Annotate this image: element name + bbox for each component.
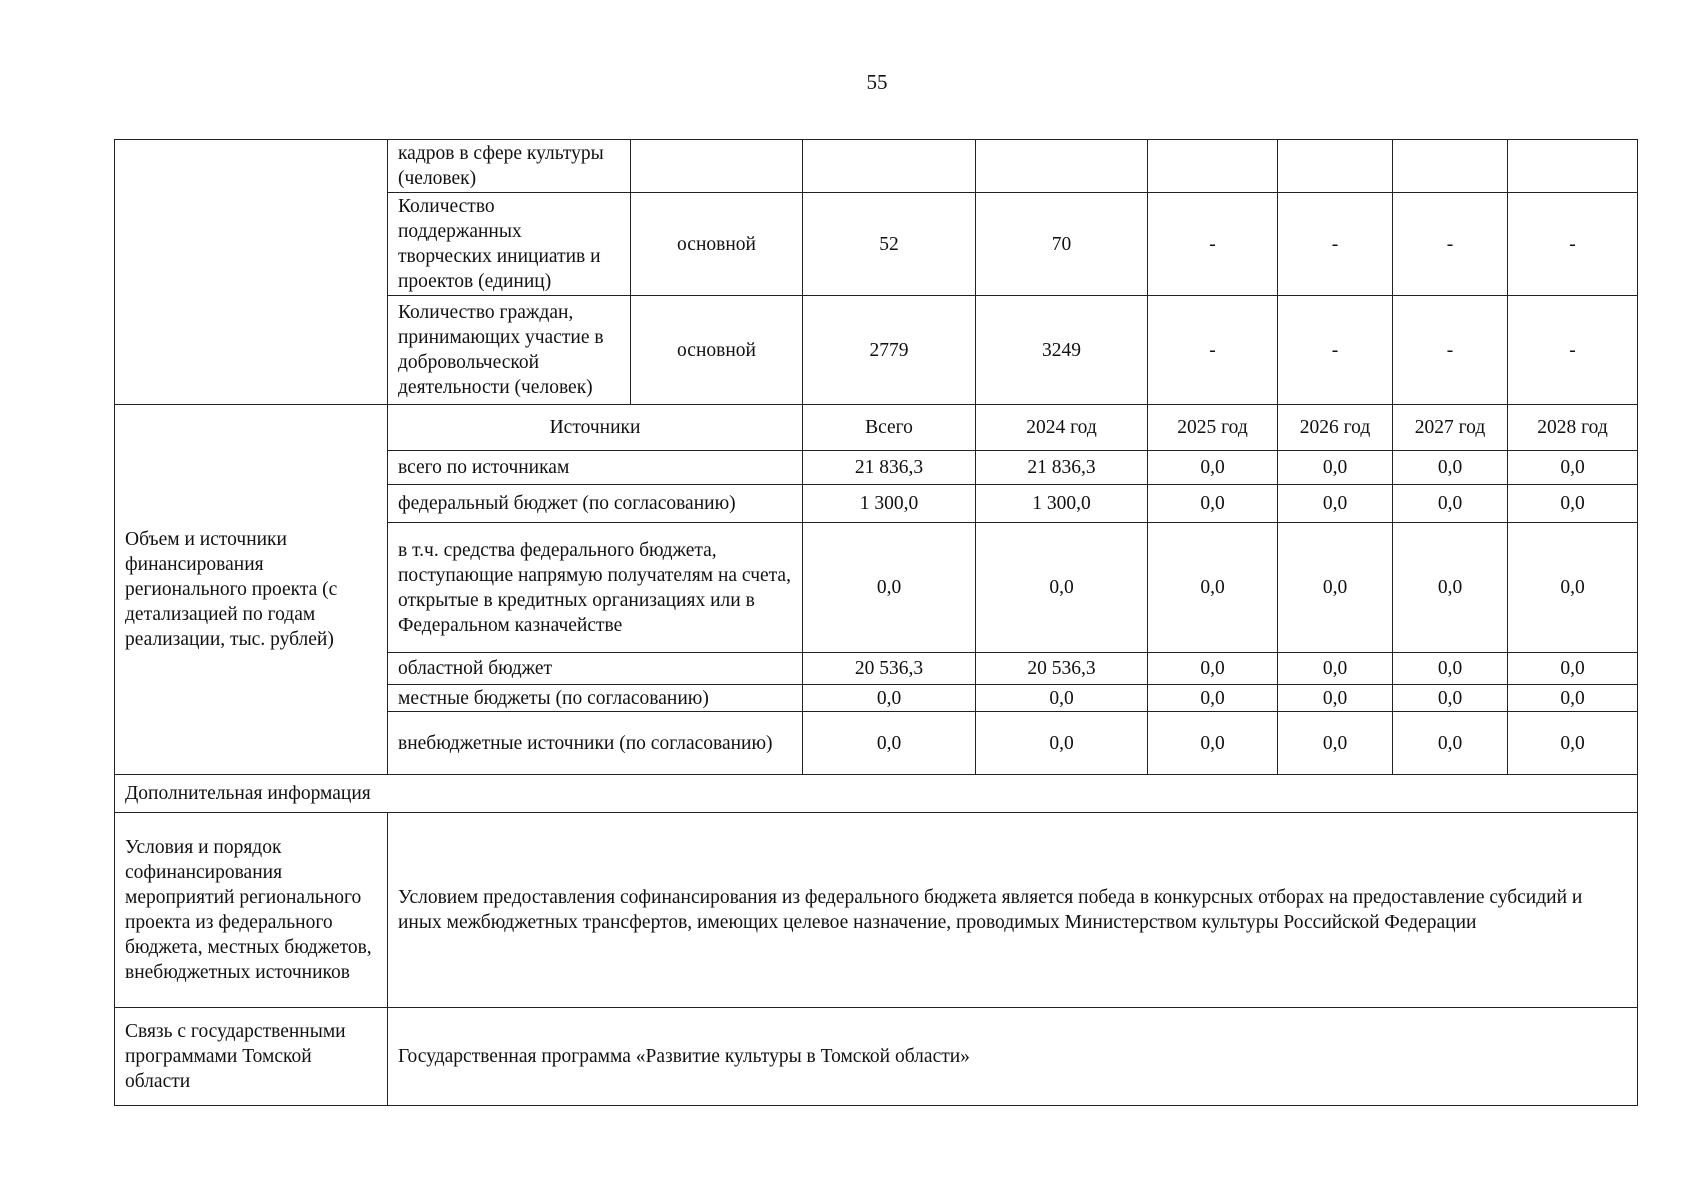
indicator-value: [803, 140, 976, 193]
page-number: 55: [866, 70, 888, 94]
funding-value: 0,0: [1393, 485, 1508, 523]
indicator-value: 52: [803, 193, 976, 296]
funding-value: 0,0: [803, 685, 976, 712]
indicator-value: [1148, 140, 1278, 193]
funding-value: 20 536,3: [803, 653, 976, 685]
indicator-row: [115, 140, 1638, 193]
funding-value: 0,0: [976, 523, 1148, 653]
funding-source: местные бюджеты (по согласованию): [388, 685, 803, 712]
indicator-value: [976, 140, 1148, 193]
funding-header: 2025 год: [1148, 405, 1278, 451]
funding-value: 0,0: [1278, 485, 1393, 523]
funding-value: 21 836,3: [976, 451, 1148, 485]
funding-value: 0,0: [1278, 653, 1393, 685]
funding-value: 20 536,3: [976, 653, 1148, 685]
conditions-text: Условием предоставления софинансирования из федерального бюджета является победа в конкурсных отборах на предоставление субсидий и иных межбюджетных трансфертов, имеющих целевое назначение, проводимых Министерством культуры Российской Федерации: [388, 813, 1638, 1008]
indicator-type: основной: [631, 193, 803, 296]
funding-value: 0,0: [1393, 523, 1508, 653]
program-link-text: Государственная программа «Развитие культуры в Томской области»: [388, 1008, 1638, 1106]
indicator-name: кадров в сфере культуры (человек): [388, 140, 631, 193]
indicator-value: -: [1393, 296, 1508, 405]
conditions-row: [115, 813, 1638, 1008]
indicator-type: основной: [631, 296, 803, 405]
indicator-name: Количество граждан, принимающих участие в добровольческой деятельности (человек): [388, 296, 631, 405]
funding-source: внебюджетные источники (по согласованию): [388, 712, 803, 775]
funding-value: 0,0: [1148, 712, 1278, 775]
indicator-value: -: [1508, 193, 1638, 296]
funding-value: 1 300,0: [803, 485, 976, 523]
funding-source: в т.ч. средства федерального бюджета, поступающие напрямую получателям на счета, открытые в кредитных организациях или в Федеральном казначействе: [388, 523, 803, 653]
indicator-value: 3249: [976, 296, 1148, 405]
funding-value: 0,0: [1393, 712, 1508, 775]
funding-value: 0,0: [976, 685, 1148, 712]
project-passport-table: [114, 139, 1638, 1106]
conditions-label: Условия и порядок софинансирования мероприятий регионального проекта из федерального бюджета, местных бюджетов, внебюджетных источников: [115, 813, 388, 1008]
indicator-value: -: [1393, 193, 1508, 296]
additional-info-title: Дополнительная информация: [115, 775, 1638, 813]
funding-value: 0,0: [1148, 685, 1278, 712]
indicator-value: 2779: [803, 296, 976, 405]
funding-header: 2024 год: [976, 405, 1148, 451]
funding-header: 2027 год: [1393, 405, 1508, 451]
funding-value: 0,0: [1508, 523, 1638, 653]
funding-value: 0,0: [803, 712, 976, 775]
funding-header: Всего: [803, 405, 976, 451]
funding-value: 0,0: [1393, 451, 1508, 485]
funding-header: 2028 год: [1508, 405, 1638, 451]
indicator-value: [1393, 140, 1508, 193]
funding-value: 0,0: [1148, 653, 1278, 685]
funding-value: 0,0: [1508, 485, 1638, 523]
funding-value: 0,0: [1278, 685, 1393, 712]
funding-value: 0,0: [1278, 523, 1393, 653]
funding-value: 0,0: [976, 712, 1148, 775]
indicator-value: -: [1148, 296, 1278, 405]
funding-value: 0,0: [1508, 712, 1638, 775]
indicator-type: [631, 140, 803, 193]
funding-source: федеральный бюджет (по согласованию): [388, 485, 803, 523]
indicators-label-cell: [115, 140, 388, 405]
funding-source: областной бюджет: [388, 653, 803, 685]
indicator-name: Количество поддержанных творческих инициатив и проектов (единиц): [388, 193, 631, 296]
funding-value: 0,0: [1278, 712, 1393, 775]
funding-value: 0,0: [1148, 451, 1278, 485]
program-link-label: Связь с государственными программами Томской области: [115, 1008, 388, 1106]
funding-value: 0,0: [1148, 485, 1278, 523]
funding-value: 0,0: [1393, 685, 1508, 712]
funding-value: 21 836,3: [803, 451, 976, 485]
indicator-value: -: [1148, 193, 1278, 296]
funding-header: 2026 год: [1278, 405, 1393, 451]
indicator-value: [1508, 140, 1638, 193]
funding-value: 0,0: [1393, 653, 1508, 685]
funding-value: 1 300,0: [976, 485, 1148, 523]
indicator-value: -: [1278, 296, 1393, 405]
funding-label: Объем и источники финансирования регионального проекта (с детализацией по годам реализации, тыс. рублей): [115, 405, 388, 775]
funding-value: 0,0: [1508, 685, 1638, 712]
additional-info-row: [115, 775, 1638, 813]
funding-value: 0,0: [1278, 451, 1393, 485]
indicator-value: 70: [976, 193, 1148, 296]
funding-source: всего по источникам: [388, 451, 803, 485]
funding-value: 0,0: [803, 523, 976, 653]
funding-value: 0,0: [1148, 523, 1278, 653]
funding-value: 0,0: [1508, 451, 1638, 485]
funding-header-row: [115, 405, 1638, 451]
indicator-value: -: [1508, 296, 1638, 405]
indicator-value: [1278, 140, 1393, 193]
funding-value: 0,0: [1508, 653, 1638, 685]
funding-header: Источники: [388, 405, 803, 451]
indicator-value: -: [1278, 193, 1393, 296]
program-link-row: [115, 1008, 1638, 1106]
